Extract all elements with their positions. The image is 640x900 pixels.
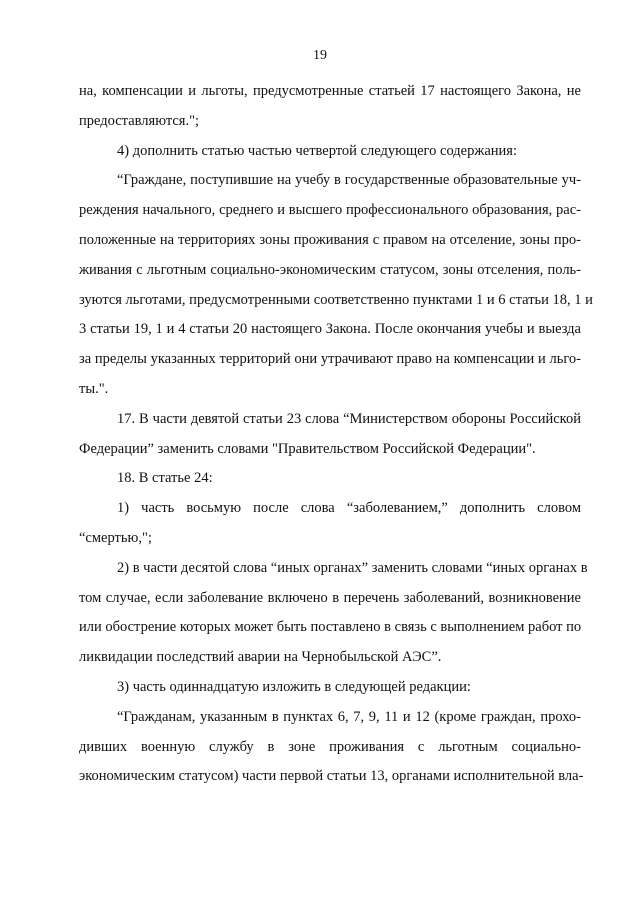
text-line: “смертью,"; bbox=[79, 530, 152, 546]
text-line: живания с льготным социально-экономическим статусом, зоны отселения, поль- bbox=[79, 261, 581, 278]
text-line: предоставляются."; bbox=[79, 112, 200, 129]
text-line: 2) в части десятой слова “иных органах” заменить словами “иных органах в bbox=[117, 559, 588, 576]
text-line: 4) дополнить статью частью четвертой следующего содержания: bbox=[117, 142, 518, 159]
text-line: “Граждане, поступившие на учебу в государственные образовательные уч- bbox=[117, 172, 581, 189]
text-line: ты.". bbox=[79, 381, 109, 397]
text-line: зуются льготами, предусмотренными соответственно пунктами 1 и 6 статьи 18, 1 и bbox=[79, 291, 593, 308]
text-line: 18. В статье 24: bbox=[117, 470, 213, 487]
text-line: экономическим статусом) части первой статьи 13, органами исполнительной вла- bbox=[79, 768, 584, 785]
text-line: реждения начального, среднего и высшего профессионального образования, рас- bbox=[79, 202, 581, 219]
text-line: Федерации” заменить словами "Правительством Российской Федерации". bbox=[79, 440, 536, 457]
text-line: том случае, если заболевание включено в перечень заболеваний, возникновение bbox=[79, 589, 581, 606]
text-line: 17. В части девятой статьи 23 слова “Министерством обороны Российской bbox=[117, 410, 581, 427]
text-line: 3 статьи 19, 1 и 4 статьи 20 настоящего Закона. После окончания учебы и выезда bbox=[79, 321, 581, 338]
text-line: дивших военную службу в зоне проживания с льготным социально- bbox=[79, 738, 581, 755]
text-line: положенные на территориях зоны проживания с правом на отселение, зоны про- bbox=[79, 232, 581, 248]
text-line: за пределы указанных территорий они утрачивают право на компенсации и льго- bbox=[79, 351, 581, 368]
text-line: ликвидации последствий аварии на Чернобыльской АЭС”. bbox=[79, 649, 442, 666]
page-number: 19 bbox=[313, 48, 327, 63]
text-line: на, компенсации и льготы, предусмотренные статьей 17 настоящего Закона, не bbox=[79, 83, 581, 99]
text-line: 1) часть восьмую после слова “заболеванием,” дополнить словом bbox=[117, 500, 581, 517]
text-line: 3) часть одиннадцатую изложить в следующей редакции: bbox=[117, 679, 471, 695]
text-line: “Гражданам, указанным в пунктах 6, 7, 9, 11 и 12 (кроме граждан, прохо- bbox=[117, 708, 581, 725]
text-line: или обострение которых может быть поставлено в связь с выполнением работ по bbox=[79, 619, 582, 636]
